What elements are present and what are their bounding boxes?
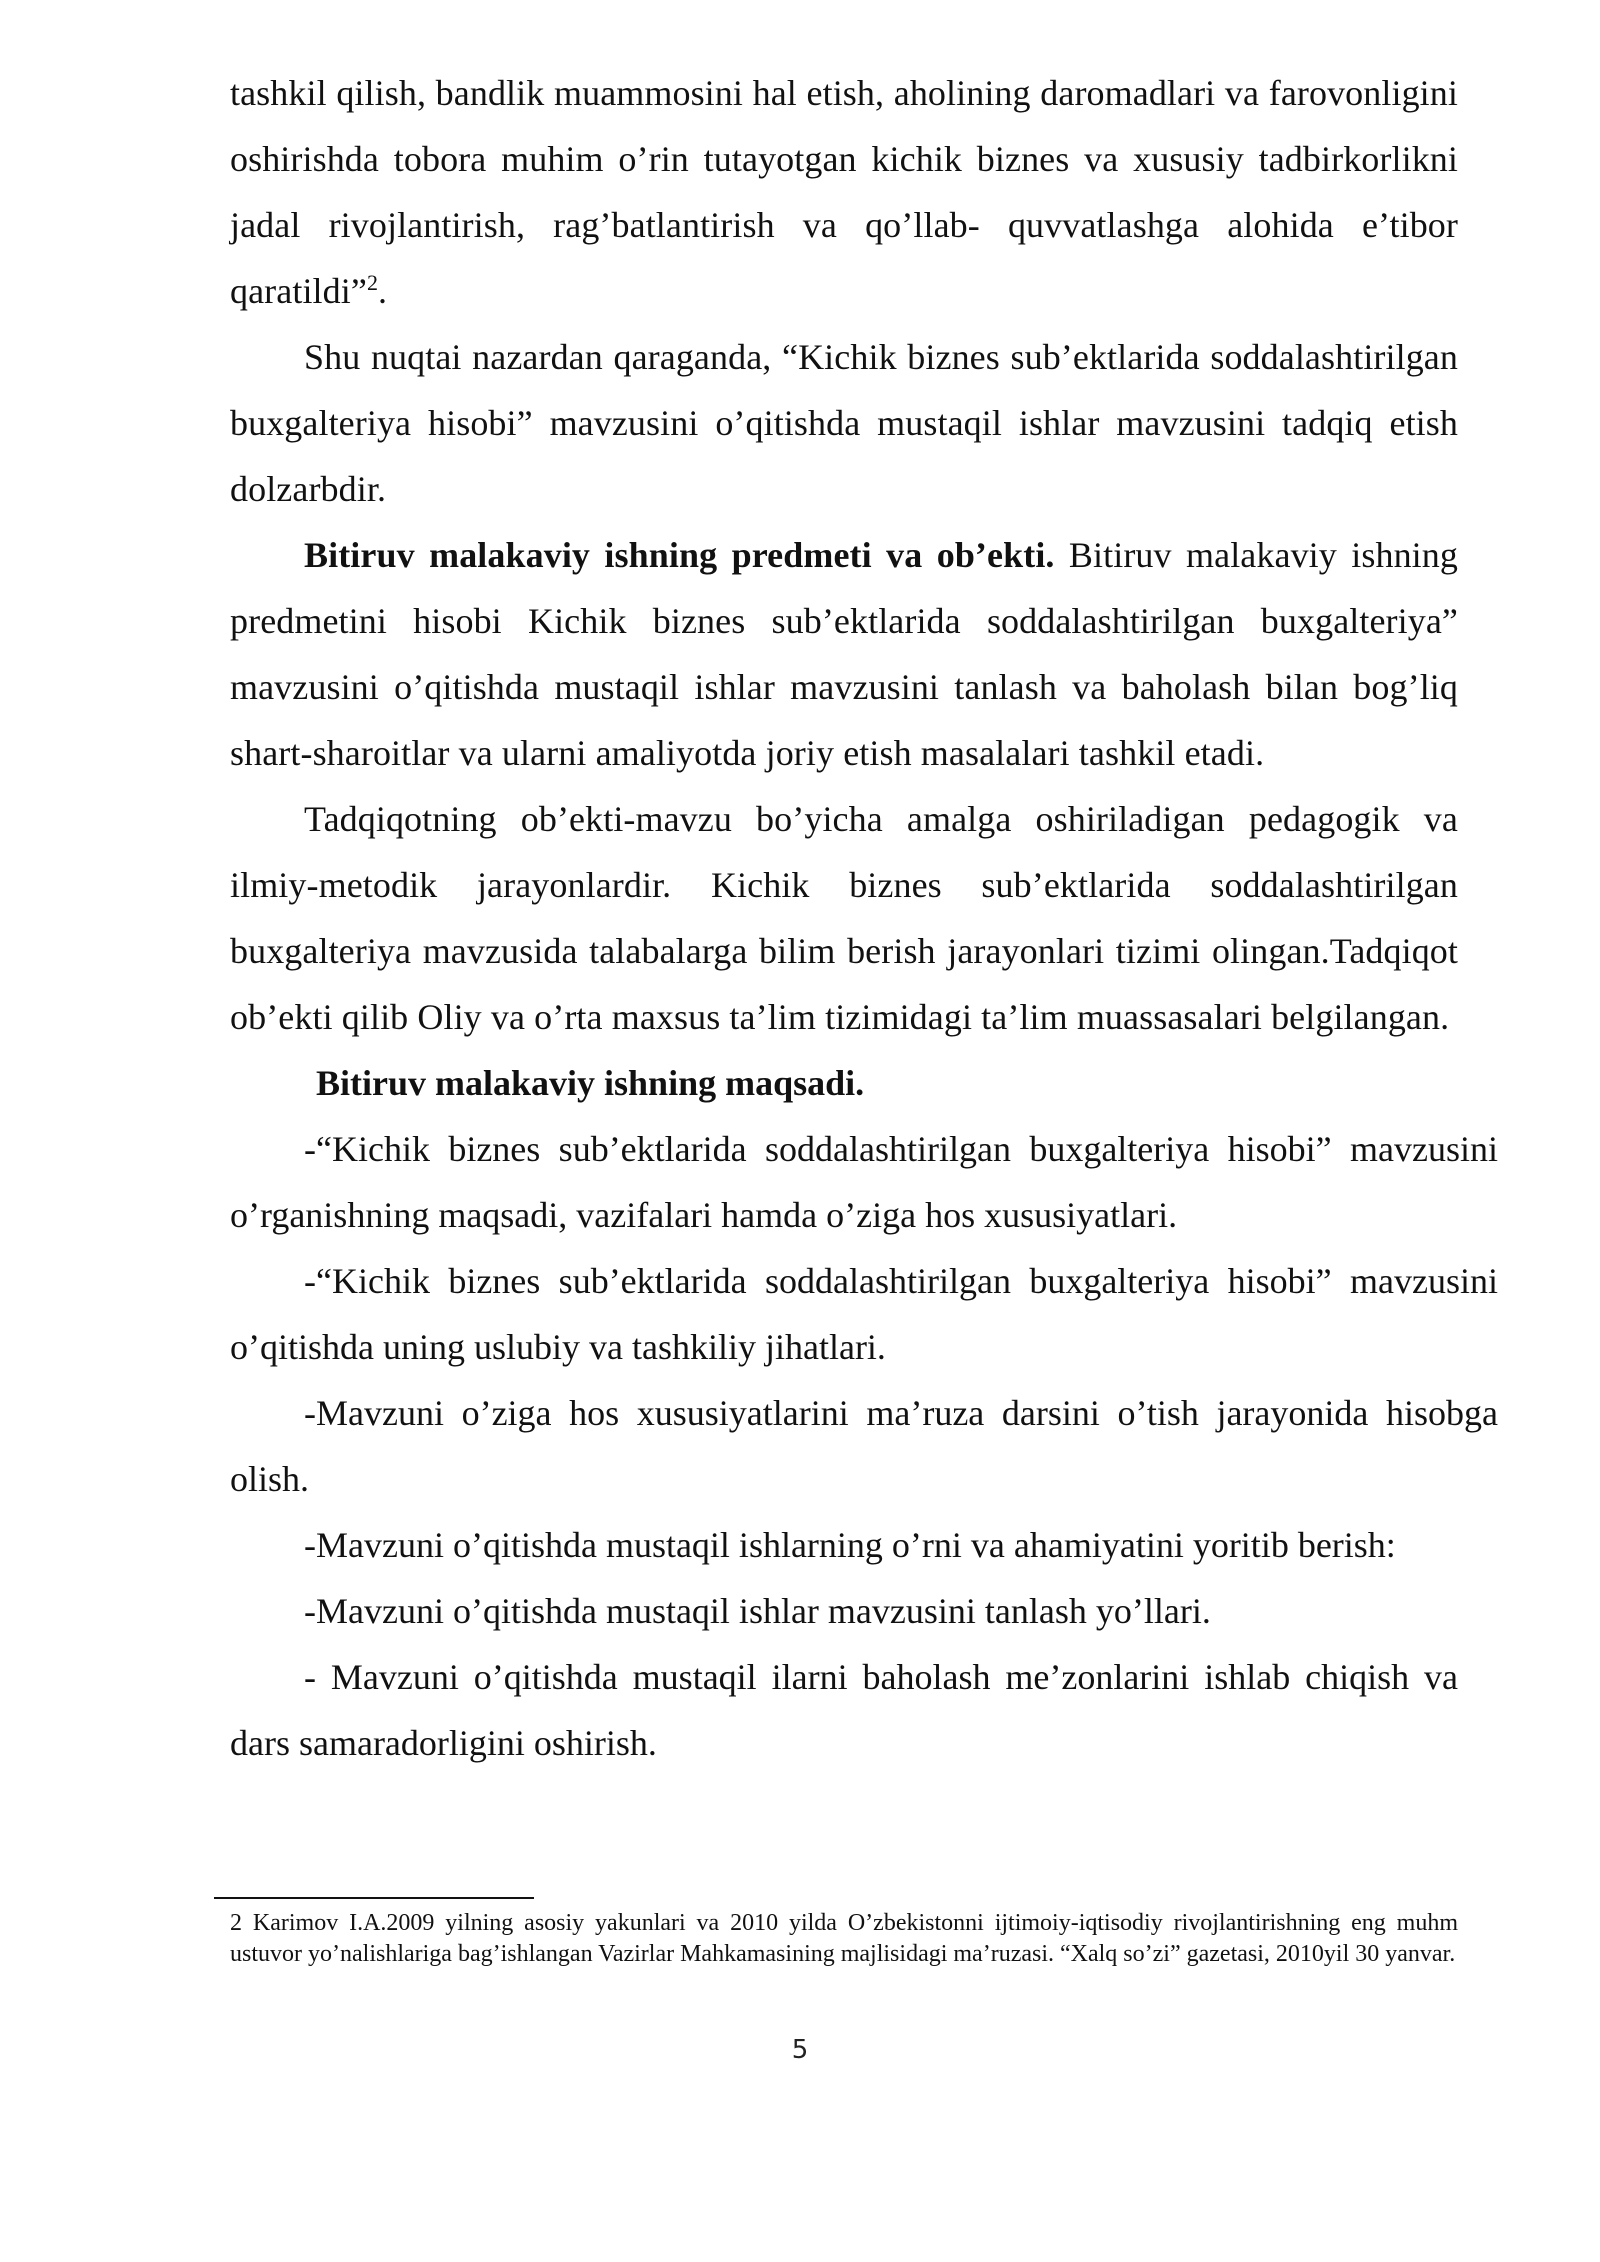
page-number: 5 [791,2035,809,2065]
document-body [230,60,1498,1776]
goal-item: -“Kichik biznes sub’ektlarida soddalashtirilgan buxgalteriya hisobi” mavzusini o’rganishning maqsadi, vazifalari hamda o’ziga hos xususiyatlari. [230,1129,1498,1235]
goals-list [230,1116,1498,1512]
goal-item: -“Kichik biznes sub’ektlarida soddalashtirilgan buxgalteriya hisobi” mavzusini o’qitishda uning uslubiy va tashkiliy jihatlari. [230,1261,1498,1367]
subject-heading: Bitiruv malakaviy ishning predmeti va ob’ekti. [304,535,1055,575]
goal-heading: Bitiruv malakaviy ishning maqsadi. [316,1063,865,1103]
goal-item: -Mavzuni o’ziga hos xususiyatlarini ma’ruza darsini o’tish jarayonida hisobga olish. [230,1393,1498,1499]
paragraph-intro [230,60,1458,324]
goal-item: -Mavzuni o’qitishda mustaqil ishlarning o’rni va ahamiyatini yoritib berish: [304,1525,1396,1565]
paragraph-subject [230,522,1458,786]
subject-text: Bitiruv malakaviy ishning predmetini hisobi Kichik biznes sub’ektlarida soddalashtirilgan buxgalteriya” mavzusini o’qitishda mustaqil ishlar mavzusini tanlash va baholash bilan bog’liq shart-sharoitlar va ularni amaliyotda joriy etish masalalari tashkil etadi. [230,535,1458,773]
paragraph-intro-end: . [378,271,388,311]
footnote-text: 2 Karimov I.A.2009 yilning asosiy yakunlari va 2010 yilda O’zbekistonni ijtimoiy-iqtisodiy rivojlantirishning eng muhm ustuvor yo’nalishlariga bag’ishlangan Vazirlar Mahkamasining majlisidagi ma’ruzasi. “Xalq so’zi” gazetasi, 2010yil 30 yanvar. [230,1910,1458,1967]
footnote-separator [214,1897,534,1899]
footnote-reference[interactable]: 2 [366,270,379,295]
goal-item: - Mavzuni o’qitishda mustaqil ilarni baholash me’zonlarini ishlab chiqish va dars samaradorligini oshirish. [230,1657,1458,1763]
paragraph-object: Tadqiqotning ob’ekti-mavzu bo’yicha amalga oshiriladigan pedagogik va ilmiy-metodik jarayonlardir. Kichik biznes sub’ektlarida soddalashtirilgan buxgalteriya mavzusida talabalarga bilim berish jarayonlari tizimi olingan.Tadqiqot ob’ekti qilib Oliy va o’rta maxsus ta’lim tizimidagi ta’lim muassasalari belgilangan. [230,799,1458,1037]
paragraph-intro-text: tashkil qilish, bandlik muammosini hal etish, aholining daromadlari va farovonligini oshirishda tobora muhim o’rin tutayotgan kichik biznes va xususiy tadbirkorlikni jadal rivojlantirish, rag’batlantirish va qo’llab- quvvatlashga alohida e’tibor qaratildi” [230,73,1458,311]
goals-list-continued [230,1512,1458,1776]
paragraph-relevance: Shu nuqtai nazardan qaraganda, “Kichik biznes sub’ektlarida soddalashtirilgan buxgalteriya hisobi” mavzusini o’qitishda mustaqil ishlar mavzusini tadqiq etish dolzarbdir. [230,337,1458,509]
goal-item: -Mavzuni o’qitishda mustaqil ishlar mavzusini tanlash yo’llari. [304,1591,1211,1631]
